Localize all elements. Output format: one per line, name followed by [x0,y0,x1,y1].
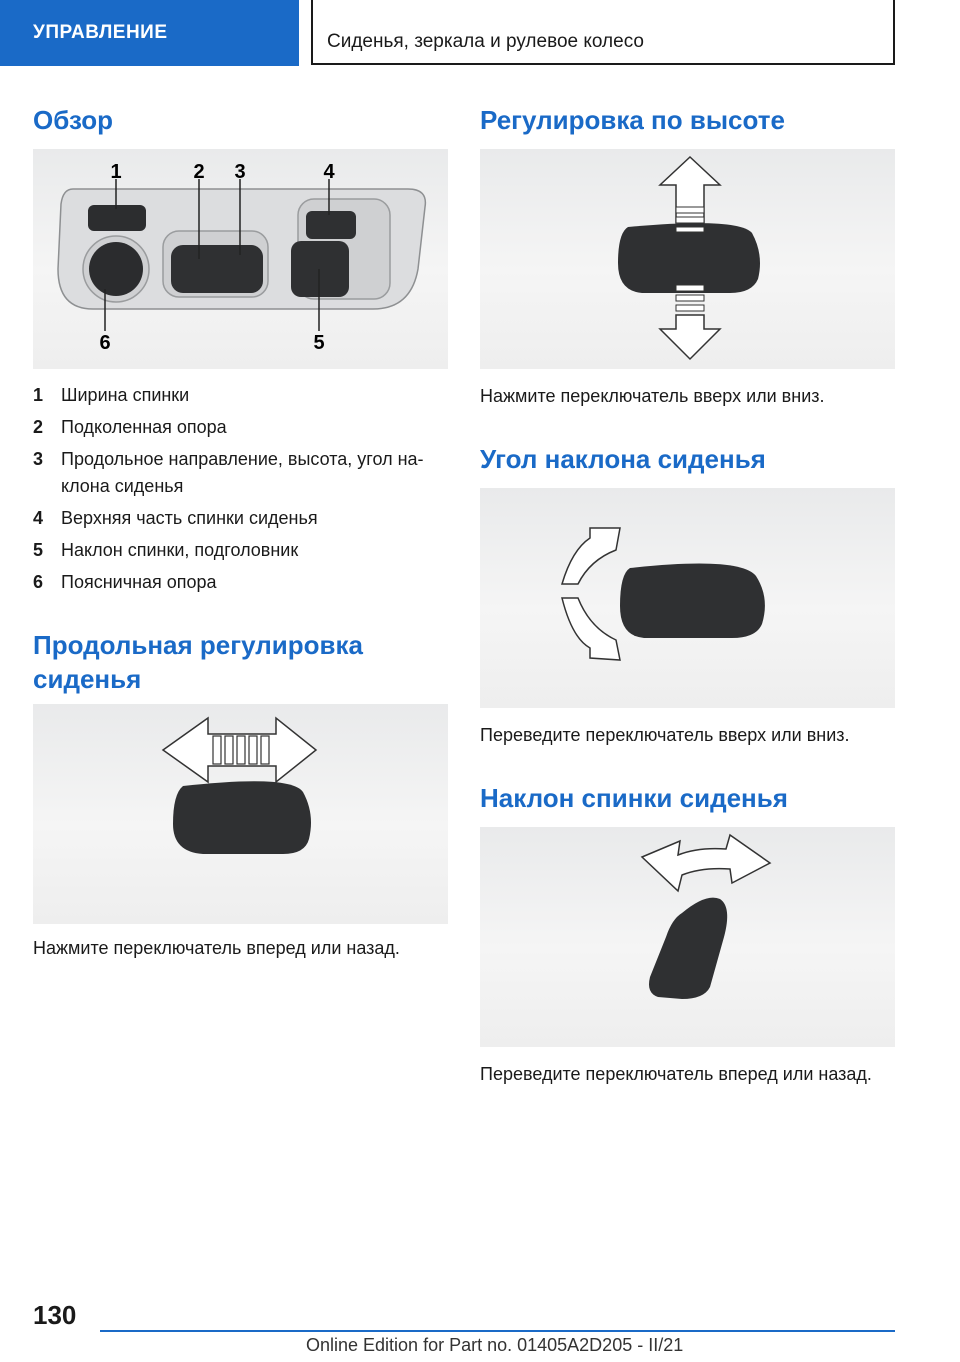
callout-2: 2 [193,161,205,183]
section-tab: УПРАВЛЕНИЕ [0,0,299,66]
legend-item: 5 Наклон спинки, подголовник [33,540,299,560]
height-caption: Нажмите переключатель вверх или вниз. [480,386,825,406]
legend-item: 1 Ширина спинки [33,385,190,405]
tilt-caption: Переведите переключатель вверх или вниз. [480,725,850,745]
footer-edition: Online Edition for Part no. 01405A2D205 - II/21 [306,1335,684,1355]
page-number: 130 [33,1300,77,1330]
longitudinal-caption: Нажмите переключатель вперед или назад. [33,938,400,958]
callout-6: 6 [99,332,111,354]
longitudinal-figure [33,704,448,924]
legend-item: 3 Продольное направление, высота, угол на‐клона сиденья [33,449,424,496]
up-down-arrow-icon [480,149,895,369]
callout-1: 1 [110,161,122,183]
legend-item: 6 Поясничная опора [33,572,217,592]
height-heading: Регулировка по высоте [480,105,785,135]
legend-item: 2 Подколенная опора [33,417,227,437]
tilt-heading: Угол наклона сиденья [480,444,766,474]
height-figure [480,149,895,369]
forward-back-arrow-icon [33,704,448,924]
callout-3: 3 [234,161,246,183]
backrest-heading: Наклон спинки сиденья [480,783,788,813]
callout-4: 4 [323,161,335,183]
curved-forward-back-arrow-icon [480,827,895,1047]
legend-item: 4 Верхняя часть спинки сиденья [33,508,318,528]
backrest-caption: Переведите переключатель вперед или назад. [480,1064,872,1084]
curved-up-down-arrow-icon [480,488,895,708]
backrest-figure [480,827,895,1047]
longitudinal-heading: Продольная регулировка сиденья [33,630,363,694]
overview-heading: Обзор [33,105,113,135]
tilt-figure [480,488,895,708]
overview-legend [33,382,453,601]
callout-5: 5 [313,332,325,354]
seat-controls-overview-figure [33,149,448,369]
chapter-title: Сиденья, зеркала и рулевое колесо [311,0,895,65]
seat-controls-illustration [33,149,448,369]
footer-divider [100,1330,895,1332]
